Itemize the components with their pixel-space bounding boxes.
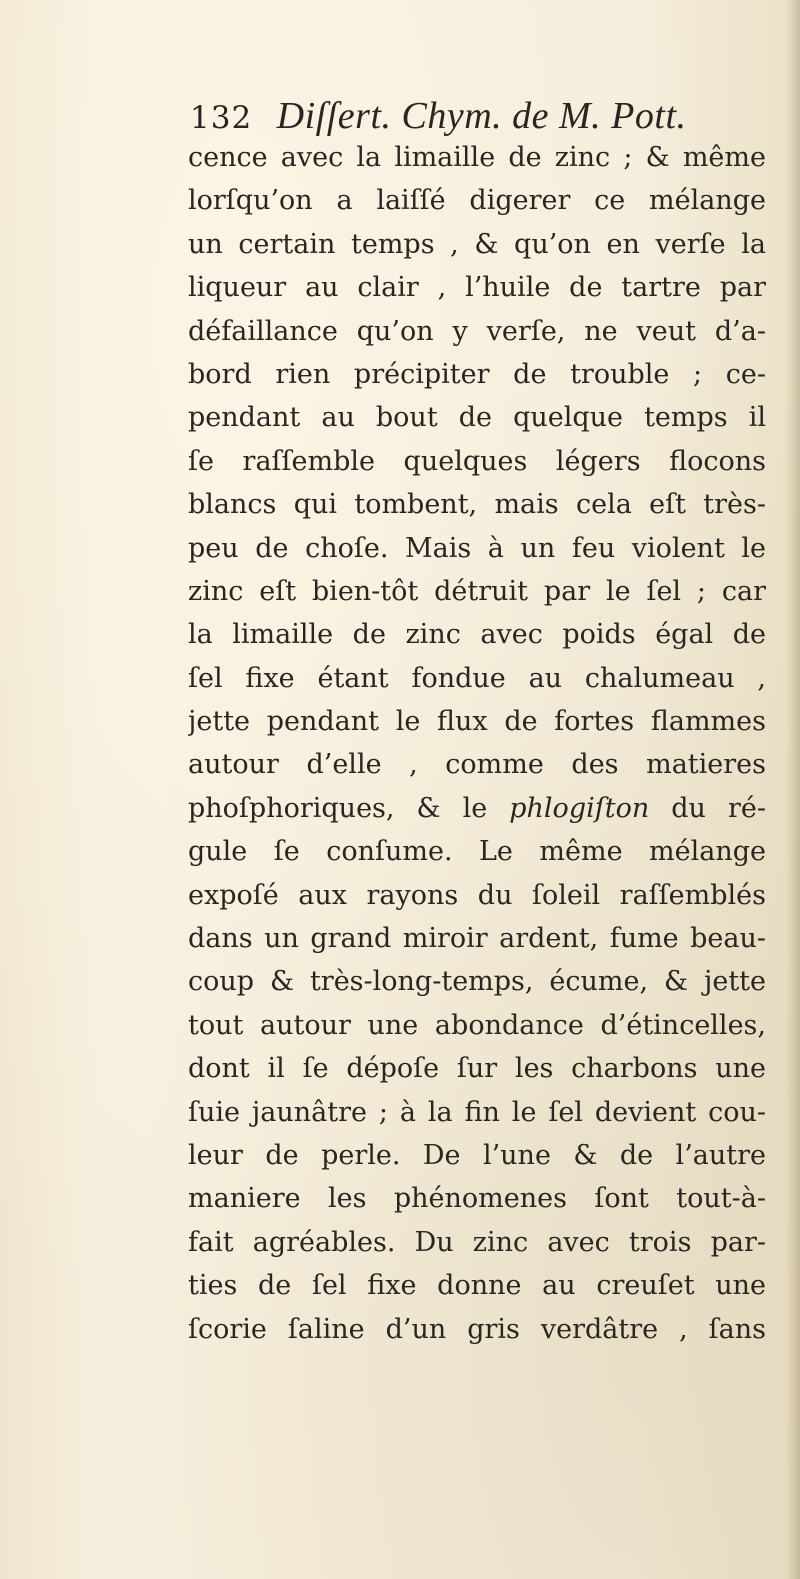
text-line: bord rien précipiter de trouble ; ce- [188,358,766,390]
text-line: dans un grand miroir ardent, fume beau- [188,923,766,955]
text-line: maniere les phénomenes ſont tout-à- [188,1183,766,1215]
text-line: dont il ſe dépoſe ſur les charbons une [188,1053,766,1085]
italic-term: phlogiſton [509,792,650,824]
page-header [190,92,750,140]
text-line: peu de choſe. Mais à un feu violent le [188,532,766,564]
page-number: 132 [190,100,253,136]
text-line: phoſphoriques, & le phlogiſton du ré- [188,792,766,824]
text-line: ſel fixe étant fondue au chalumeau , [188,662,766,694]
text-line: liqueur au clair , l’huile de tartre par [188,272,766,304]
text-line: tout autour une abondance d’étincelles, [188,1009,766,1041]
text-line: défaillance qu’on y verſe, ne veut d’a- [188,315,766,347]
text-line: leur de perle. De l’une & de l’autre [188,1139,766,1171]
running-title: Diſſert. Chym. de M. Pott. [276,95,687,137]
text-line: blancs qui tombent, mais cela eſt très- [188,489,766,521]
text-line: zinc eſt bien-tôt détruit par le ſel ; car [188,575,766,607]
text-line: fait agréables. Du zinc avec trois par- [188,1226,766,1258]
text-line: ſuie jaunâtre ; à la fin le ſel devient cou- [188,1096,766,1128]
text-line: un certain temps , & qu’on en verſe la [188,228,766,260]
text-line: ſe raſſemble quelques légers flocons [188,445,766,477]
text-line: cence avec la limaille de zinc ; & même [188,142,766,173]
text-line: la limaille de zinc avec poids égal de [188,619,766,651]
text-line: gule ſe conſume. Le même mélange [188,836,766,868]
text-line: autour d’elle , comme des matieres [188,749,766,781]
text-line: jette pendant le flux de fortes flammes [188,706,766,738]
text-line: pendant au bout de quelque temps il [188,402,766,434]
text-line: coup & très-long-temps, écume, & jette [188,966,766,998]
page-edge-shadow [786,0,800,1579]
text-line: ſcorie ſaline d’un gris verdâtre , ſans [188,1313,766,1345]
text-line: ties de ſel fixe donne au creuſet une [188,1270,766,1302]
text-line: lorſqu’on a laiſſé digerer ce mélange [188,185,766,217]
body-text [188,136,778,1351]
text-line: expoſé aux rayons du ſoleil raſſemblés [188,879,766,911]
